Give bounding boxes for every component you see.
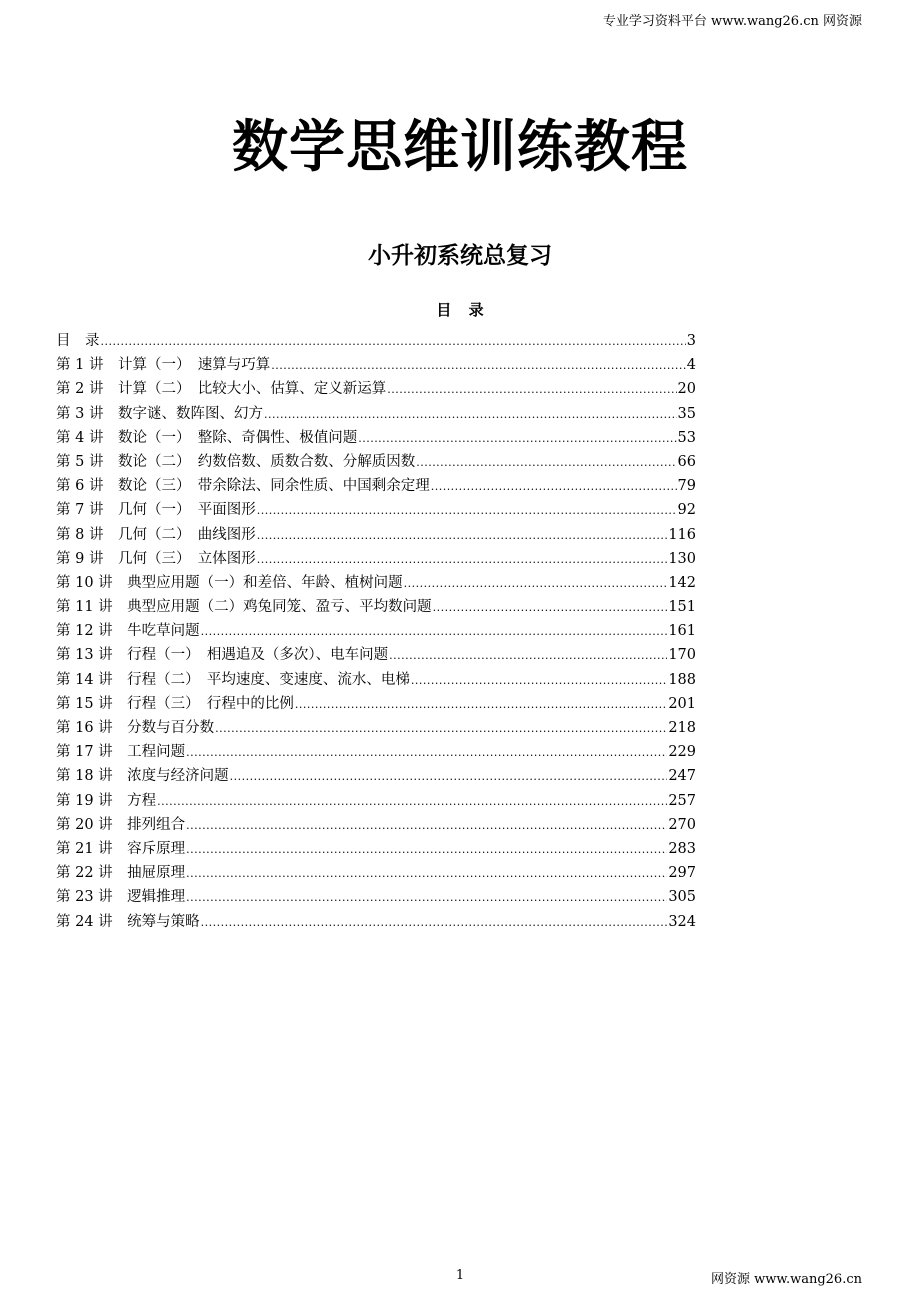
toc-entry-label: 第 17 讲 工程问题 bbox=[56, 744, 186, 761]
toc-entry-page: 188 bbox=[668, 671, 696, 688]
toc-entry-page: 4 bbox=[686, 357, 696, 374]
toc-entry[interactable] bbox=[56, 571, 696, 595]
toc-entry-label: 第 12 讲 牛吃草问题 bbox=[56, 623, 200, 640]
toc-heading: 目 录 bbox=[436, 301, 484, 319]
toc-entry[interactable] bbox=[56, 716, 696, 740]
toc-entry-page: 35 bbox=[677, 405, 696, 422]
toc-entry-label: 第 9 讲 几何（三） 立体图形 bbox=[56, 550, 256, 567]
toc-entry[interactable] bbox=[56, 619, 696, 643]
toc-entry-label: 第 8 讲 几何（二） 曲线图形 bbox=[56, 526, 256, 543]
toc-entry-page: 116 bbox=[668, 526, 696, 543]
toc-entry-page: 142 bbox=[668, 574, 696, 591]
toc-dot-leader bbox=[404, 572, 668, 596]
toc-entry[interactable] bbox=[56, 547, 696, 571]
header-site-note: 专业学习资料平台 www.wang26.cn 网资源 bbox=[602, 14, 862, 29]
toc-entry-label: 第 6 讲 数论（三） 带余除法、同余性质、中国剩余定理 bbox=[56, 478, 430, 495]
toc-dot-leader bbox=[271, 354, 686, 378]
toc-dot-leader bbox=[101, 330, 686, 354]
toc-entry-label: 第 23 讲 逻辑推理 bbox=[56, 889, 186, 906]
toc-entry-page: 305 bbox=[668, 889, 696, 906]
toc-dot-leader bbox=[416, 451, 676, 475]
toc-entry-label: 第 16 讲 分数与百分数 bbox=[56, 720, 215, 736]
toc-entry-label: 第 4 讲 数论（一） 整除、奇偶性、极值问题 bbox=[56, 429, 358, 446]
toc-dot-leader bbox=[257, 548, 668, 572]
toc-dot-leader bbox=[186, 741, 667, 765]
document-subtitle: 小升初系统总复习 bbox=[368, 243, 552, 269]
toc-entry[interactable] bbox=[56, 861, 696, 885]
toc-dot-leader bbox=[411, 669, 667, 693]
toc-entry-page: 170 bbox=[668, 647, 696, 664]
toc-dot-leader bbox=[230, 765, 668, 789]
toc-dot-leader bbox=[201, 911, 668, 935]
toc-entry-page: 161 bbox=[668, 623, 696, 640]
toc-entry-page: 247 bbox=[668, 768, 696, 785]
toc-entry[interactable] bbox=[56, 885, 696, 909]
toc-entry[interactable] bbox=[56, 426, 696, 450]
toc-entry-page: 92 bbox=[677, 502, 696, 519]
toc-entry-page: 270 bbox=[668, 816, 696, 833]
toc-entry[interactable] bbox=[56, 668, 696, 692]
toc-entry-page: 283 bbox=[668, 840, 696, 857]
toc-dot-leader bbox=[157, 790, 667, 814]
toc-entry-page: 3 bbox=[686, 333, 696, 349]
toc-entry-page: 218 bbox=[668, 720, 696, 736]
toc-entry[interactable] bbox=[56, 329, 696, 353]
toc-entry-label: 第 3 讲 数字谜、数阵图、幻方 bbox=[56, 405, 263, 422]
toc-entry[interactable] bbox=[56, 643, 696, 667]
toc-dot-leader bbox=[389, 644, 667, 668]
toc-entry-label: 第 15 讲 行程（三） 行程中的比例 bbox=[56, 695, 294, 712]
toc-entry[interactable] bbox=[56, 402, 696, 426]
toc-entry-label: 第 14 讲 行程（二） 平均速度、变速度、流水、电梯 bbox=[56, 671, 410, 688]
toc-entry-page: 151 bbox=[668, 599, 696, 616]
toc-entry-page: 79 bbox=[677, 478, 696, 495]
toc-entry[interactable] bbox=[56, 498, 696, 522]
toc-entry[interactable] bbox=[56, 377, 696, 401]
page-number: 1 bbox=[455, 1268, 465, 1283]
table-of-contents bbox=[56, 329, 696, 934]
toc-entry-page: 324 bbox=[668, 913, 696, 930]
toc-entry-label: 第 1 讲 计算（一） 速算与巧算 bbox=[56, 357, 271, 374]
toc-dot-leader bbox=[215, 717, 667, 741]
toc-dot-leader bbox=[201, 620, 668, 644]
toc-entry-label: 第 18 讲 浓度与经济问题 bbox=[56, 768, 229, 785]
toc-entry-page: 297 bbox=[668, 865, 696, 882]
toc-entry-page: 257 bbox=[668, 792, 696, 809]
toc-dot-leader bbox=[433, 596, 668, 620]
toc-entry[interactable] bbox=[56, 450, 696, 474]
toc-entry[interactable] bbox=[56, 474, 696, 498]
document-title: 数学思维训练教程 bbox=[232, 115, 688, 180]
toc-entry-label: 第 7 讲 几何（一） 平面图形 bbox=[56, 502, 256, 519]
toc-entry-label: 目 录 bbox=[56, 333, 100, 349]
toc-entry[interactable] bbox=[56, 740, 696, 764]
toc-entry-label: 第 10 讲 典型应用题（一）和差倍、年龄、植树问题 bbox=[56, 574, 403, 591]
toc-entry[interactable] bbox=[56, 692, 696, 716]
toc-entry-label: 第 22 讲 抽屉原理 bbox=[56, 865, 186, 882]
toc-entry-label: 第 20 讲 排列组合 bbox=[56, 816, 186, 833]
toc-entry-label: 第 11 讲 典型应用题（二）鸡兔同笼、盈亏、平均数问题 bbox=[56, 599, 432, 616]
toc-dot-leader bbox=[358, 427, 676, 451]
toc-entry-page: 20 bbox=[677, 381, 696, 398]
toc-entry-label: 第 21 讲 容斥原理 bbox=[56, 840, 186, 857]
toc-entry[interactable] bbox=[56, 764, 696, 788]
toc-entry-label: 第 5 讲 数论（二） 约数倍数、质数合数、分解质因数 bbox=[56, 453, 416, 470]
footer-site-note: 网资源 www.wang26.cn bbox=[710, 1272, 862, 1287]
toc-entry[interactable] bbox=[56, 813, 696, 837]
toc-dot-leader bbox=[387, 378, 676, 402]
toc-entry[interactable] bbox=[56, 837, 696, 861]
toc-dot-leader bbox=[257, 499, 677, 523]
toc-entry-label: 第 19 讲 方程 bbox=[56, 792, 157, 809]
toc-entry-label: 第 2 讲 计算（二） 比较大小、估算、定义新运算 bbox=[56, 381, 387, 398]
toc-entry[interactable] bbox=[56, 595, 696, 619]
toc-dot-leader bbox=[186, 814, 667, 838]
toc-entry-label: 第 24 讲 统筹与策略 bbox=[56, 913, 200, 930]
toc-entry-label: 第 13 讲 行程（一） 相遇追及（多次）、电车问题 bbox=[56, 647, 389, 664]
toc-dot-leader bbox=[186, 862, 667, 886]
toc-entry[interactable] bbox=[56, 523, 696, 547]
toc-dot-leader bbox=[431, 475, 677, 499]
toc-entry-page: 130 bbox=[668, 550, 696, 567]
toc-dot-leader bbox=[257, 524, 668, 548]
toc-dot-leader bbox=[264, 403, 677, 427]
toc-entry[interactable] bbox=[56, 910, 696, 934]
toc-entry[interactable] bbox=[56, 353, 696, 377]
toc-dot-leader bbox=[186, 886, 667, 910]
toc-entry[interactable] bbox=[56, 789, 696, 813]
toc-entry-page: 201 bbox=[668, 695, 696, 712]
toc-dot-leader bbox=[186, 838, 667, 862]
toc-entry-page: 53 bbox=[677, 429, 696, 446]
toc-dot-leader bbox=[295, 693, 667, 717]
toc-entry-page: 229 bbox=[668, 744, 696, 761]
toc-entry-page: 66 bbox=[677, 453, 696, 470]
